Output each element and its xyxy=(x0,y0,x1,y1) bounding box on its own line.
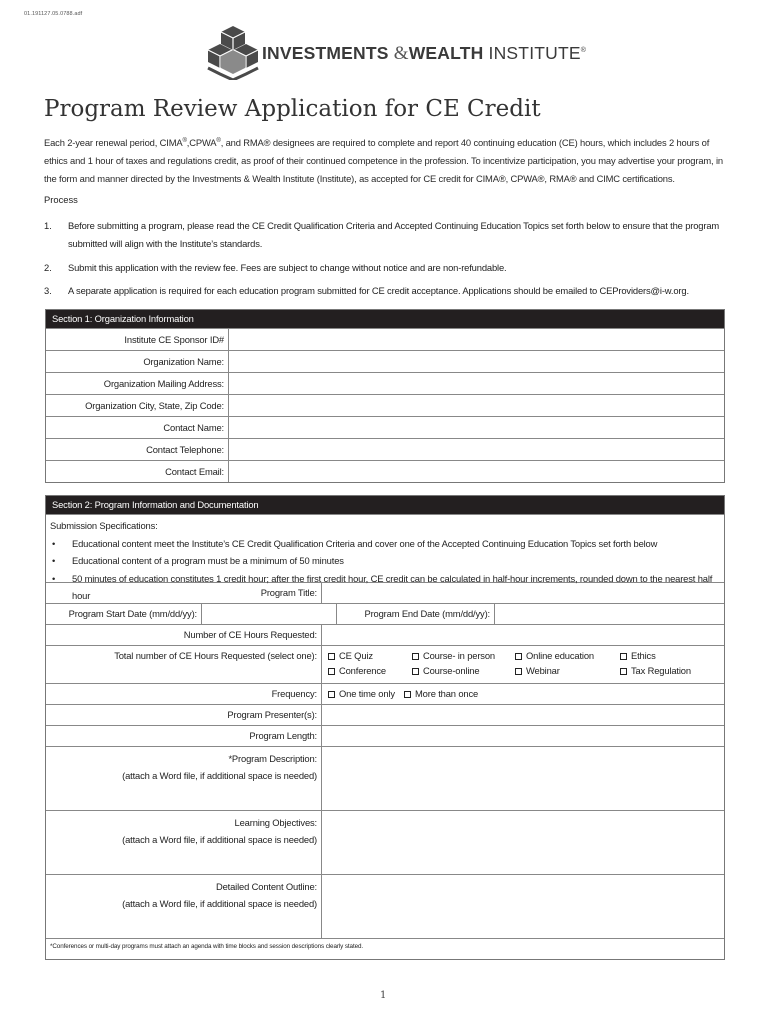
sponsor-id-row xyxy=(46,328,724,350)
description-label: *Program Description: xyxy=(228,753,317,764)
checkbox-icon xyxy=(412,653,419,660)
option-label: Online education xyxy=(526,650,594,661)
brand-word-2: WEALTH xyxy=(408,43,484,63)
intro-paragraph xyxy=(44,132,724,188)
field-label: Program Title: xyxy=(46,583,322,603)
description-field[interactable] xyxy=(322,747,724,810)
intro-part-2: ,CPWA xyxy=(186,137,217,149)
length-field[interactable] xyxy=(322,726,724,746)
field-label: Contact Telephone: xyxy=(46,439,229,460)
intro-sup-2: ® xyxy=(216,138,221,144)
checkbox-icon xyxy=(515,653,522,660)
checkbox-icon xyxy=(515,668,522,675)
checkbox-icon xyxy=(328,653,335,660)
end-date-field[interactable] xyxy=(495,604,724,624)
program-dates-row xyxy=(46,603,724,624)
contact-email-field[interactable] xyxy=(229,461,724,482)
intro-part-1: Each 2-year renewal period, CIMA xyxy=(44,137,183,149)
step-number: 3. xyxy=(44,285,52,296)
field-label: Number of CE Hours Requested: xyxy=(46,625,322,645)
outline-row xyxy=(46,874,724,938)
objectives-label: Learning Objectives: xyxy=(234,817,317,828)
field-label: Program End Date (mm/dd/yy): xyxy=(337,604,495,624)
field-label: Program Presenter(s): xyxy=(46,705,322,725)
process-step-3 xyxy=(44,282,734,300)
brand-word-1: INVESTMENTS xyxy=(262,43,389,63)
field-label: Program Length: xyxy=(46,726,322,746)
frequency-row xyxy=(46,683,724,704)
field-label: Organization Name: xyxy=(46,351,229,372)
field-label: Total number of CE Hours Requested (select one): xyxy=(46,646,322,683)
field-label: Frequency: xyxy=(46,684,322,704)
option-label: Webinar xyxy=(526,665,560,676)
field-label: Institute CE Sponsor ID# xyxy=(46,329,229,350)
frequency-options xyxy=(322,684,724,704)
sponsor-id-field[interactable] xyxy=(229,329,724,350)
description-row xyxy=(46,746,724,810)
field-label: Organization Mailing Address: xyxy=(46,373,229,394)
attach-note: (attach a Word file, if additional space is needed) xyxy=(122,898,317,909)
length-row xyxy=(46,725,724,746)
outline-field[interactable] xyxy=(322,875,724,938)
footnote: *Conferences or multi-day programs must attach an agenda with time blocks and session descriptions clearly stated. xyxy=(46,938,724,955)
start-date-field[interactable] xyxy=(202,604,337,624)
option-ce-quiz[interactable] xyxy=(328,650,373,661)
page-title: Program Review Application for CE Credit xyxy=(44,96,541,122)
field-label: Contact Email: xyxy=(46,461,229,482)
program-title-field[interactable] xyxy=(322,583,724,603)
spec-bullet: • Educational content of a program must be a minimum of 50 minutes xyxy=(50,552,724,570)
option-label: Conference xyxy=(339,665,386,676)
contact-name-field[interactable] xyxy=(229,417,724,438)
org-name-field[interactable] xyxy=(229,351,724,372)
step-text-cont: submitted will align with the Institute’s standards. xyxy=(68,238,263,249)
contact-telephone-row xyxy=(46,438,724,460)
option-course-in-person[interactable] xyxy=(412,650,495,661)
section-2-program xyxy=(45,495,725,960)
option-label: Course-online xyxy=(423,665,480,676)
presenters-field[interactable] xyxy=(322,705,724,725)
ce-hours-row xyxy=(46,624,724,645)
option-tax-regulation[interactable] xyxy=(620,665,691,676)
option-label: CE Quiz xyxy=(339,650,373,661)
field-label xyxy=(46,747,322,810)
ce-hours-field[interactable] xyxy=(322,625,724,645)
city-state-zip-field[interactable] xyxy=(229,395,724,416)
spec-heading: Submission Specifications: xyxy=(50,520,158,531)
field-label xyxy=(46,811,322,874)
field-label: Contact Name: xyxy=(46,417,229,438)
brand-name xyxy=(262,43,586,65)
outline-label: Detailed Content Outline: xyxy=(215,881,317,892)
mailing-address-row xyxy=(46,372,724,394)
org-name-row xyxy=(46,350,724,372)
option-label: Course- in person xyxy=(423,650,495,661)
attach-note: (attach a Word file, if additional space is needed) xyxy=(122,834,317,845)
total-hours-row xyxy=(46,645,724,683)
option-label: Tax Regulation xyxy=(631,665,691,676)
spec-bullet: • 50 minutes of education constitutes 1 credit hour; after the first credit hour, CE credit can be calculated in half-hour increments, rounded down to the nearest half hour xyxy=(50,570,724,605)
mailing-address-field[interactable] xyxy=(229,373,724,394)
option-ethics[interactable] xyxy=(620,650,656,661)
frequency-more-than-once[interactable] xyxy=(404,684,478,704)
process-heading: Process xyxy=(44,194,78,205)
objectives-field[interactable] xyxy=(322,811,724,874)
objectives-row xyxy=(46,810,724,874)
intro-sup-1: ® xyxy=(182,138,187,144)
city-state-zip-row xyxy=(46,394,724,416)
contact-name-row xyxy=(46,416,724,438)
option-label: One time only xyxy=(339,688,395,699)
process-step-2 xyxy=(44,259,734,277)
presenters-row xyxy=(46,704,724,725)
field-label: Program Start Date (mm/dd/yy): xyxy=(46,604,202,624)
intro-part-3: , and RMA® designees are required to complete and report 40 continuing education (CE) hours, which includes 2 hours of ethics and 1 hour of taxes and regulations credit, as proof of their continued competence in the profession. To incentivize participation, you may advertise your program, in the form and manner directed by the Investments & Wealth Institute (Institute), as accepted for CE credit for CIMA®, CPWA®, RMA® and CIMC certifications. xyxy=(44,137,723,185)
spec-bullet: • Educational content meet the Institute’s CE Credit Qualification Criteria and cover one of the Accepted Continuing Education Topics set forth below xyxy=(50,535,724,553)
option-label: More than once xyxy=(415,688,479,699)
process-step-1 xyxy=(44,217,734,253)
brand-amp: & xyxy=(393,43,409,64)
brand-mark: ® xyxy=(580,47,587,55)
option-label: Ethics xyxy=(631,650,656,661)
step-number: 2. xyxy=(44,262,52,273)
checkbox-icon xyxy=(412,668,419,675)
page-number: 1 xyxy=(380,990,387,1001)
option-conference[interactable] xyxy=(328,665,386,676)
section-1-organization xyxy=(45,309,725,483)
document-id: 01.191127.05.0788.adf xyxy=(24,11,83,17)
brand-word-3: INSTITUTE xyxy=(488,43,581,63)
step-number: 1. xyxy=(44,220,52,231)
attach-note: (attach a Word file, if additional space is needed) xyxy=(122,770,317,781)
step-text: A separate application is required for each education program submitted for CE credit acceptance. Applications should be emailed to CEProviders@i-w.org. xyxy=(68,285,689,296)
checkbox-icon xyxy=(328,691,335,698)
step-text: Before submitting a program, please read the CE Credit Qualification Criteria and Accepted Continuing Education Topics set forth below to ensure that the program xyxy=(68,220,720,231)
checkbox-icon xyxy=(620,653,627,660)
section-2-heading: Section 2: Program Information and Documentation xyxy=(46,496,724,514)
step-text: Submit this application with the review fee. Fees are subject to change without notice and are non-refundable. xyxy=(68,262,507,273)
section-1-heading: Section 1: Organization Information xyxy=(46,310,724,328)
contact-email-row xyxy=(46,460,724,482)
field-label xyxy=(46,875,322,938)
option-course-online[interactable] xyxy=(412,665,479,676)
frequency-one-time[interactable] xyxy=(328,684,395,704)
option-online-education[interactable] xyxy=(515,650,594,661)
option-webinar[interactable] xyxy=(515,665,560,676)
checkbox-icon xyxy=(404,691,411,698)
checkbox-icon xyxy=(328,668,335,675)
field-label: Organization City, State, Zip Code: xyxy=(46,395,229,416)
checkbox-icon xyxy=(620,668,627,675)
contact-telephone-field[interactable] xyxy=(229,439,724,460)
hours-type-options xyxy=(322,646,724,683)
